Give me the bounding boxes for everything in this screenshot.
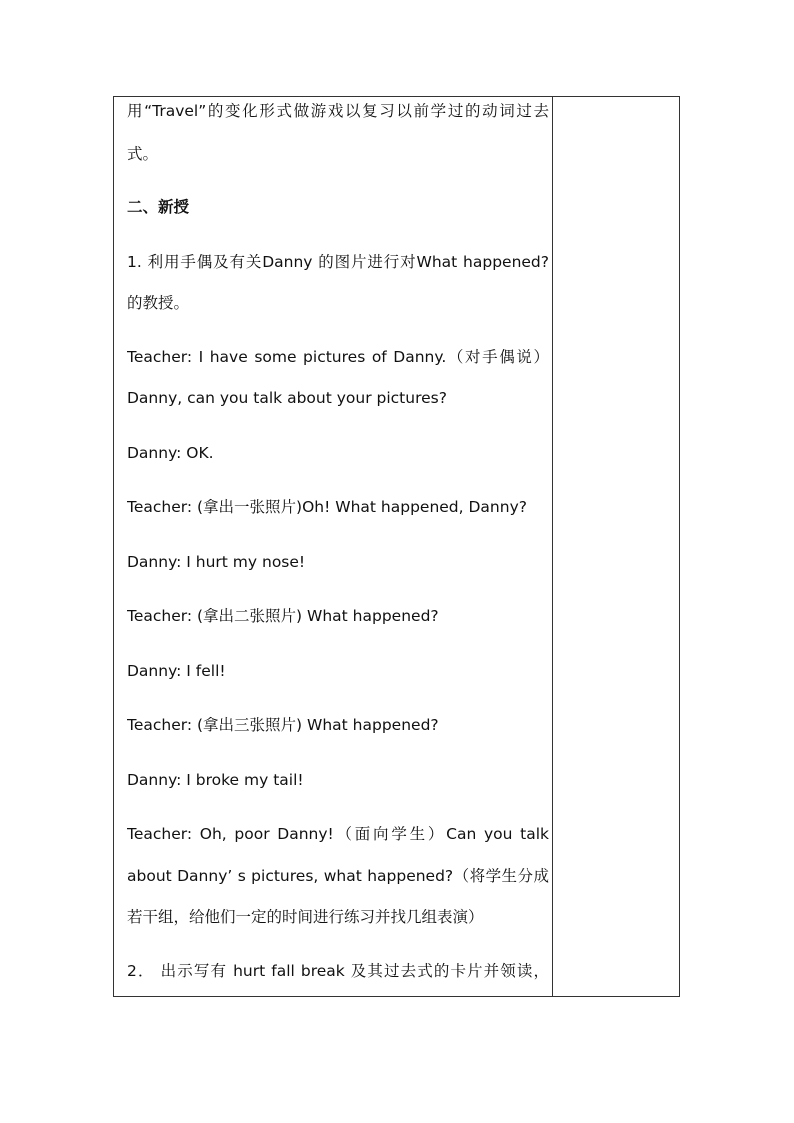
text-line: Teacher: (拿出一张照片)Oh! What happened, Danny?	[127, 498, 527, 516]
text-line: Danny: I hurt my nose!	[127, 553, 306, 571]
text-line: 式。	[127, 145, 159, 163]
text-line: 的教授。	[127, 294, 190, 312]
text-line: about Danny’ s pictures, what happened?（将学生分成	[127, 867, 549, 885]
lesson-content-cell	[127, 96, 549, 996]
text-line: Teacher: I have some pictures of Danny.（对手偶说）	[127, 348, 549, 366]
text-line: 用“Travel”的变化形式做游戏以复习以前学过的动词过去	[127, 102, 549, 120]
text-line: Teacher: Oh, poor Danny!（面向学生）Can you talk	[127, 825, 549, 843]
section-heading: 二、新授	[127, 198, 190, 216]
text-line: 2． 出示写有 hurt fall break 及其过去式的卡片并领读，	[127, 962, 549, 980]
text-line: Teacher: (拿出三张照片) What happened?	[127, 716, 439, 734]
text-line: Danny, can you talk about your pictures?	[127, 389, 447, 407]
text-line: 若干组，给他们一定的时间进行练习并找几组表演）	[127, 908, 484, 926]
text-line: Danny: OK.	[127, 444, 214, 462]
text-line: Danny: I fell!	[127, 662, 226, 680]
table-column-divider	[552, 96, 553, 997]
text-line: 1. 利用手偶及有关Danny 的图片进行对What happened?	[127, 253, 549, 271]
text-line: Teacher: (拿出二张照片) What happened?	[127, 607, 439, 625]
text-line: Danny: I broke my tail!	[127, 771, 304, 789]
